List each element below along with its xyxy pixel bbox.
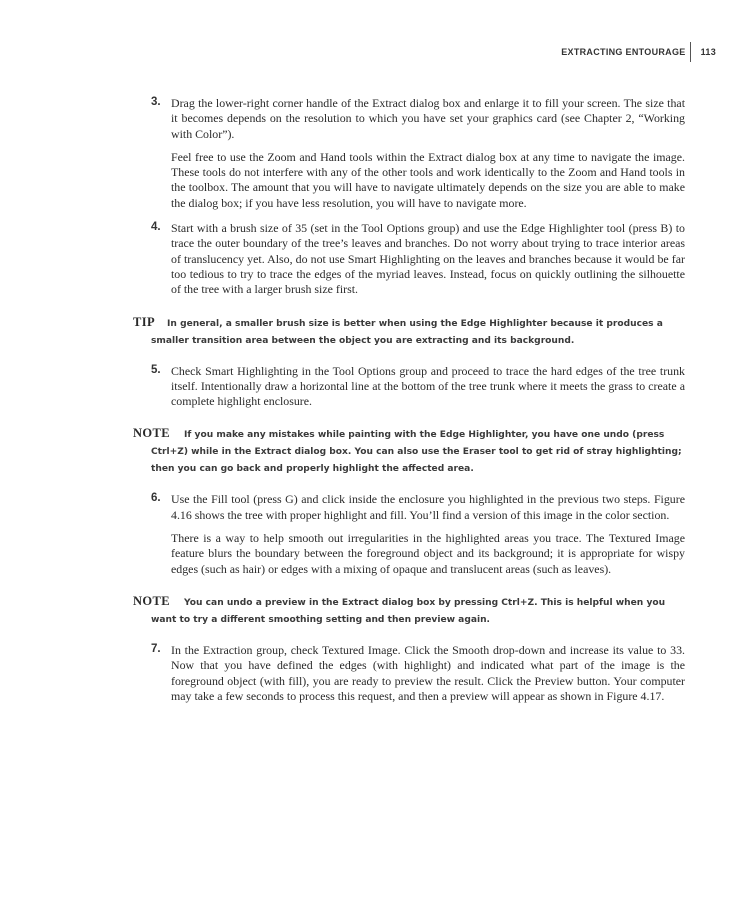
step-paragraph: Start with a brush size of 35 (set in the Tool Options group) and use the Edge Highlighter tool (press B) to trace the outer boundary of the tree’s leaves and branches. Do not worry about trying to trace interior areas of translucency yet. Also, do not use Smart Highlighting on the leaves and branches because it would be far too tedious to try to trace the edges of the myriad leaves. Instead, focus on quickly outlining the silhouette of the tree with a larger brush size first. [171,221,685,297]
tip-text: In general, a smaller brush size is better when using the Edge Highlighter because it produces a smaller transition area between the object you are extracting and its background. [151,318,663,346]
tip-label: TIP [133,314,156,329]
step-number: 3. [151,96,161,108]
step-paragraph: In the Extraction group, check Textured Image. Click the Smooth drop-down and increase its value to 33. Now that you have defined the edges (with highlight) and indicated what part of the image is the foreground object (with fill), you are ready to preview the result. Click the Preview button. Your computer may take a few seconds to process this request, and then a preview will appear as shown in Figure 4.17. [171,642,685,703]
step-3 [133,96,685,211]
page-body [133,96,685,714]
step-paragraph: Feel free to use the Zoom and Hand tools within the Extract dialog box at any time to navigate the image. These tools do not interfere with any of the other tools and work identically to the Zoom and Hand tools in the toolbox. The amount that you will have to navigate ultimately depends on the size you are able to make the dialog box; if you have less resolution, you will have to navigate more. [171,149,685,210]
step-number: 6. [151,492,161,505]
step-7 [133,643,685,704]
note-callout [133,593,685,629]
running-header [561,42,716,62]
step-paragraph: Drag the lower-right corner handle of the Extract dialog box and enlarge it to fill your screen. The size that it becomes depends on the resolution to which you have set your graphics card (see Chapter 2, “Working with Color”). [171,96,685,141]
step-number: 4. [151,221,161,234]
step-paragraph: Check Smart Highlighting in the Tool Options group and proceed to trace the hard edges of the tree trunk itself. Intentionally draw a horizontal line at the bottom of the tree trunk where it meets the grass to create a complete highlight enclosure. [171,363,685,409]
step-5 [133,364,685,410]
step-paragraph: Use the Fill tool (press G) and click inside the enclosure you highlighted in the previous two steps. Figure 4.16 shows the tree with proper highlight and fill. You’ll find a version of this image in the color section. [171,492,685,522]
step-number: 5. [151,363,161,376]
note-text: You can undo a preview in the Extract dialog box by pressing Ctrl+Z. This is helpful when you want to try a different smoothing setting and then preview again. [151,597,666,625]
header-divider [690,42,691,62]
note-text: If you make any mistakes while painting with the Edge Highlighter, you have one undo (press Ctrl+Z) while in the Extract dialog box. You can also use the Eraser tool to get rid of stray highlighting; then you can go back and properly highlight the affected area. [151,430,682,475]
step-number: 7. [151,642,161,655]
step-4 [133,221,685,297]
step-6 [133,492,685,576]
step-paragraph: There is a way to help smooth out irregularities in the highlighted areas you trace. The Textured Image feature blurs the boundary between the foreground object and its background; it is appropriate for wispy edges (such as hair) or edges with a mixing of opaque and translucent areas (such as leaves). [171,531,685,576]
note-callout [133,425,685,478]
page-number: 113 [700,47,716,57]
note-label: NOTE [133,593,171,608]
running-title: EXTRACTING ENTOURAGE [561,47,686,57]
tip-callout [133,314,685,350]
note-label: NOTE [133,426,171,441]
